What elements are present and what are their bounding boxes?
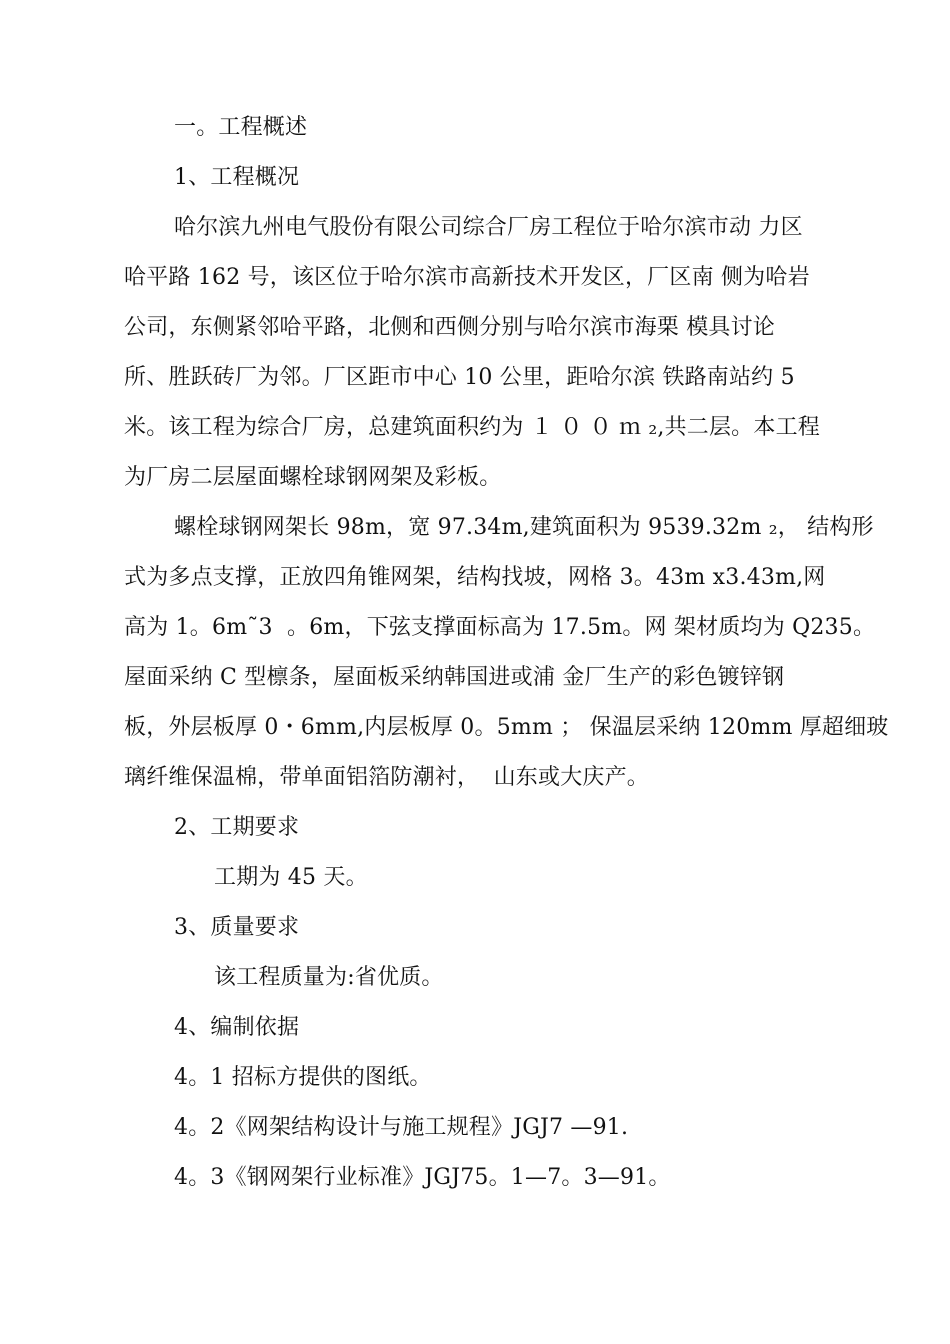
paragraph-line: 公司，东侧紧邻哈平路，北侧和西侧分别与哈尔滨市海栗 模具讨论 [124,315,775,340]
schedule-text: 工期为 45 天。 [214,865,368,890]
paragraph-line: 式为多点支撑，正放四角锥网架，结构找坡，网格 3。43m x3.43m,网 [124,565,826,590]
section-title: 一。工程概述 [174,115,308,140]
paragraph-line: 螺栓球钢网架长 98m，宽 97.34m,建筑面积为 9539.32m ₂， 结构形 [174,515,874,540]
subsection-heading-schedule: 2、工期要求 [174,815,300,840]
paragraph-line: 屋面采纳 C 型檩条，屋面板采纳韩国进或浦 金厂生产的彩色镀锌钢 [124,665,785,690]
subsection-heading-overview: 1、工程概况 [174,165,300,190]
subsection-heading-basis: 4、编制依据 [174,1015,300,1040]
paragraph-line: 板，外层板厚 0・6mm,内层板厚 0。5mm ； 保温层采纳 120mm 厚超细玻 [124,715,889,740]
basis-list-item: 4。2《网架结构设计与施工规程》JGJ7 —91. [174,1115,629,1140]
paragraph-line: 哈平路 162 号，该区位于哈尔滨市高新技术开发区，厂区南 侧为哈岩 [124,265,810,290]
paragraph-line: 高为 1。6m˜3 。6m，下弦支撑面标高为 17.5m。网 架材质均为 Q235。 [124,615,876,640]
paragraph-line: 为厂房二层屋面螺栓球钢网架及彩板。 [124,465,502,490]
basis-list-item: 4。1 招标方提供的图纸。 [174,1065,432,1090]
paragraph-line: 米。该工程为综合厂房，总建筑面积约为 １ ０ ０ ｍ ₂,共二层。本工程 [124,415,820,440]
paragraph-line: 璃纤维保温棉，带单面铝箔防潮衬， 山东或大庆产。 [124,765,649,790]
basis-list-item: 4。3《钢网架行业标准》JGJ75。1—7。3—91。 [174,1165,671,1190]
quality-text: 该工程质量为:省优质。 [214,965,444,990]
paragraph-line: 所、胜跃砖厂为邻。厂区距市中心 10 公里，距哈尔滨 铁路南站约 5 [124,365,795,390]
paragraph-line: 哈尔滨九州电气股份有限公司综合厂房工程位于哈尔滨市动 力区 [174,215,803,240]
subsection-heading-quality: 3、质量要求 [174,915,300,940]
